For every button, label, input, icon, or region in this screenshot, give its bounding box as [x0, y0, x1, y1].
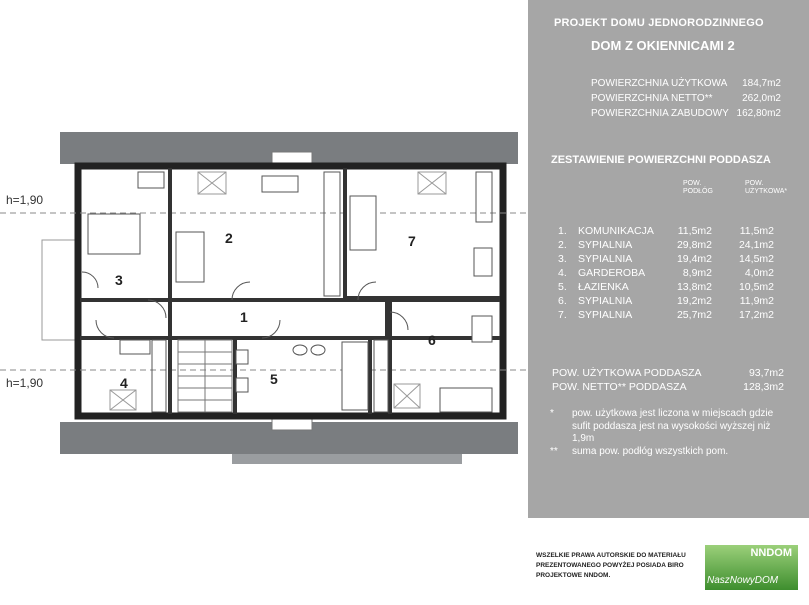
room-uzytkowa: 11,9m2: [739, 295, 774, 307]
area-row: [591, 91, 781, 106]
bed-room-6: [440, 388, 492, 412]
copyright-notice: WSZELKIE PRAWA AUTORSKIE DO MATERIAŁU PREZENTOWANEGO POWYŻEJ POSIADA BIRO PROJEKTOWE NNDOM.: [536, 552, 686, 579]
area-row: [591, 76, 781, 91]
room-uzytkowa: 14,5m2: [738, 253, 774, 265]
table-row: [558, 252, 774, 266]
room-label-7: 7: [408, 233, 416, 249]
room-name: KOMUNIKACJA: [578, 225, 654, 237]
bathtub: [342, 342, 368, 410]
desk-room-2: [262, 176, 298, 192]
area-value: 162,80m2: [736, 108, 781, 119]
room-table: [558, 224, 774, 322]
table-row: [558, 294, 774, 308]
room-name: SYPIALNIA: [578, 239, 633, 251]
table-row: [558, 238, 774, 252]
room-num: 1.: [558, 225, 567, 237]
bed-room-7: [350, 196, 376, 250]
height-label-bottom: h=1,90: [6, 376, 44, 390]
room-uzytkowa: 11,5m2: [739, 225, 774, 237]
room-uzytkowa: 24,1m2: [738, 239, 774, 251]
roof-bottom-step: [232, 454, 462, 464]
area-label: POWIERZCHNIA NETTO**: [591, 93, 713, 104]
footnotes: [550, 408, 780, 458]
room-podlog: 13,8m2: [676, 281, 712, 293]
room-podlog: 29,8m2: [676, 239, 712, 251]
height-label-top: h=1,90: [6, 193, 44, 207]
desk-room-3: [138, 172, 164, 188]
col-header-podlog: POW. PODŁÓG: [683, 180, 713, 195]
room-num: 7.: [558, 309, 567, 321]
area-summary: [591, 76, 781, 121]
bed-room-3: [88, 214, 140, 254]
toilet-2: [236, 378, 248, 392]
table-row: [558, 224, 774, 238]
room-num: 4.: [558, 267, 567, 279]
footnote-text: pow. użytkowa jest liczona w miejscach gdzie sufit poddasza jest na wysokości wyższej niż 1,9m: [572, 408, 774, 444]
room-podlog: 25,7m2: [676, 309, 712, 321]
total-row: [552, 380, 784, 394]
room-podlog: 11,5m2: [677, 225, 712, 237]
footnote-text: suma pow. podłóg wszystkich pom.: [572, 445, 729, 457]
room-label-3: 3: [115, 272, 123, 288]
logo-bottom-text: NaszNowyDOM: [707, 575, 779, 586]
total-label: POW. UŻYTKOWA PODDASZA: [552, 367, 702, 379]
room-uzytkowa: 17,2m2: [738, 309, 774, 321]
toilet-1: [236, 350, 248, 364]
room-name: ŁAZIENKA: [578, 281, 629, 293]
project-name: DOM Z OKIENNICAMI 2: [591, 38, 735, 53]
footnote: [550, 408, 780, 446]
total-label: POW. NETTO** PODDASZA: [552, 381, 687, 393]
bed-room-2: [176, 232, 204, 282]
room-podlog: 19,2m2: [676, 295, 712, 307]
table-row: [558, 308, 774, 322]
room-label-6: 6: [428, 332, 436, 348]
room-podlog: 8,9m2: [682, 267, 712, 279]
room-num: 5.: [558, 281, 567, 293]
desk-room-7: [474, 248, 492, 276]
room-podlog: 19,4m2: [676, 253, 712, 265]
project-type: PROJEKT DOMU JEDNORODZINNEGO: [554, 17, 764, 29]
room-name: GARDEROBA: [578, 267, 646, 279]
total-value: 93,7m2: [748, 367, 784, 379]
area-value: 184,7m2: [742, 78, 781, 89]
info-panel: [528, 0, 809, 518]
footnote-mark: *: [550, 408, 554, 419]
room-label-5: 5: [270, 371, 278, 387]
logo-top-text: NNDOM: [750, 547, 792, 559]
sink-1: [293, 345, 307, 355]
room-uzytkowa: 10,5m2: [738, 281, 774, 293]
col-header-uzytkowa: POW. UŻYTKOWA*: [745, 180, 788, 195]
room-name: SYPIALNIA: [578, 253, 633, 265]
room-num: 6.: [558, 295, 567, 307]
area-label: POWIERZCHNIA UŻYTKOWA: [591, 78, 728, 89]
area-row: [591, 106, 781, 121]
total-value: 128,3m2: [743, 381, 784, 393]
room-label-1: 1: [240, 309, 248, 325]
area-value: 262,0m2: [742, 93, 781, 104]
table-row: [558, 266, 774, 280]
room-num: 2.: [558, 239, 567, 251]
outer-walls: [78, 166, 503, 416]
room-label-2: 2: [225, 230, 233, 246]
room-name: SYPIALNIA: [578, 309, 633, 321]
footnote-mark: **: [550, 445, 558, 457]
area-label: POWIERZCHNIA ZABUDOWY: [591, 108, 729, 119]
total-row: [552, 366, 784, 380]
footer: [528, 518, 809, 600]
room-name: SYPIALNIA: [578, 295, 633, 307]
company-logo[interactable]: [705, 545, 798, 590]
room-num: 3.: [558, 253, 567, 265]
footnote: [550, 446, 780, 459]
room-uzytkowa: 4,0m2: [744, 267, 774, 279]
room-label-4: 4: [120, 375, 128, 391]
desk-room-6: [472, 316, 492, 342]
balcony: [42, 240, 78, 340]
sink-2: [311, 345, 325, 355]
totals: [552, 366, 784, 394]
section-title: ZESTAWIENIE POWIERZCHNI PODDASZA: [551, 154, 771, 166]
table-row: [558, 280, 774, 294]
